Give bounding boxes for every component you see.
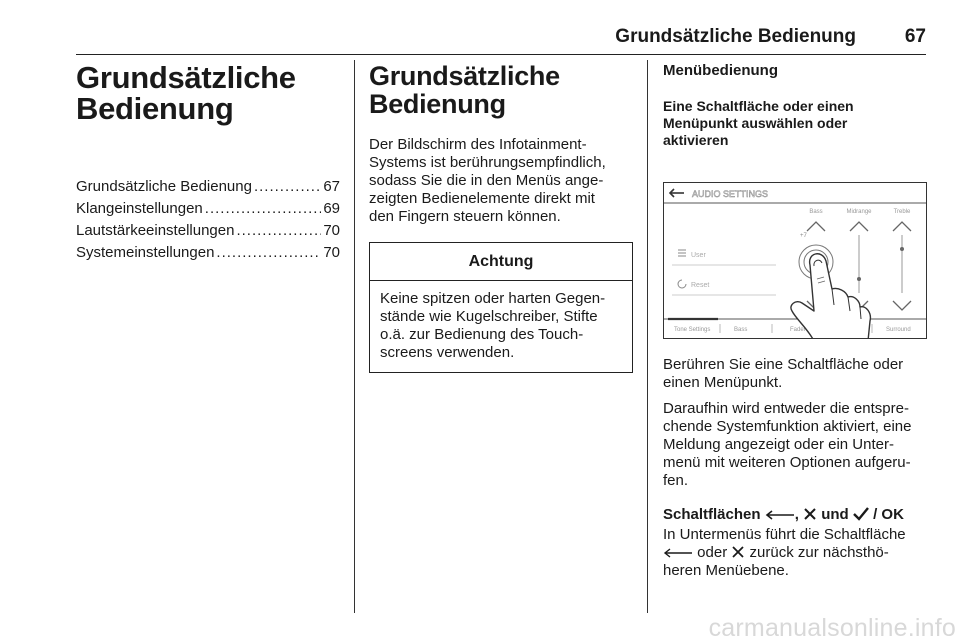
bass-value: +7 bbox=[800, 233, 807, 239]
column-menu-operation bbox=[663, 62, 927, 580]
menu-item-user[interactable] bbox=[678, 250, 706, 259]
treble-slider-knob[interactable] bbox=[900, 247, 904, 251]
tab-bass[interactable]: Bass bbox=[734, 327, 748, 333]
chapter-title-line1: Grundsätzliche bbox=[76, 60, 296, 95]
touchscreen-svg bbox=[664, 183, 926, 338]
close-icon bbox=[803, 507, 817, 521]
column-intro bbox=[369, 62, 633, 373]
tab-surround[interactable]: Surround bbox=[886, 327, 911, 333]
chapter-title bbox=[76, 62, 340, 124]
section-title: Grundsätzliche Bedienung bbox=[369, 61, 560, 119]
check-icon bbox=[853, 507, 869, 521]
caution-box bbox=[369, 242, 633, 373]
chapter-title-line2: Bedienung bbox=[76, 91, 234, 126]
hand-icon bbox=[791, 254, 870, 338]
midrange-up-chevron-icon[interactable] bbox=[850, 222, 868, 231]
intro-paragraph: Der Bildschirm des Infotainment- Systems ist berührungsempfindlich, sodass Sie die in den Menüs ange- zeigten Bedienelemente direkt mit den Fingern steuern können. bbox=[369, 136, 606, 225]
bass-up-chevron-icon[interactable] bbox=[807, 222, 825, 231]
close-icon bbox=[731, 545, 745, 559]
column-label-midrange: Midrange bbox=[846, 209, 872, 215]
buttons-heading: Schaltflächen , und / OK bbox=[663, 506, 904, 523]
touch-instruction: Berühren Sie eine Schaltfläche oder einen Menüpunkt. bbox=[663, 356, 904, 391]
column-divider-1 bbox=[354, 60, 355, 613]
tab-tone-settings[interactable]: Tone Settings bbox=[674, 327, 711, 333]
menu-item-reset[interactable] bbox=[678, 280, 709, 289]
caution-text: Keine spitzen oder harten Gegen- stände wie Kugelschreiber, Stifte o.ä. zur Bedienung des Touch- screens verwenden. bbox=[380, 290, 606, 361]
back-arrow-icon[interactable] bbox=[670, 189, 684, 197]
column-divider-2 bbox=[647, 60, 648, 613]
column-label-treble: Treble bbox=[893, 209, 911, 215]
buttons-explanation: In Untermenüs führt die Schaltfläche oder zurück zur nächsthö- heren Menüebene. bbox=[663, 526, 906, 579]
menu-item-user-label: User bbox=[691, 252, 706, 259]
subheading-select-button: Eine Schaltfläche oder einen Menüpunkt auswählen oder aktivieren bbox=[663, 98, 854, 148]
table-of-contents bbox=[76, 176, 340, 264]
column-toc bbox=[76, 62, 340, 264]
treble-down-chevron-icon[interactable] bbox=[893, 301, 911, 310]
midrange-slider-knob[interactable] bbox=[857, 277, 861, 281]
page-number: 67 bbox=[904, 26, 926, 47]
treble-up-chevron-icon[interactable] bbox=[893, 222, 911, 231]
toc-entry[interactable]: Lautstärkeeinstellungen ..... 70 bbox=[76, 220, 340, 242]
toc-entry[interactable]: Systemeinstellungen ..... 70 bbox=[76, 242, 340, 264]
screen-title: AUDIO SETTINGS bbox=[692, 189, 769, 199]
toc-entry[interactable]: Grundsätzliche Bedienung ..... 67 bbox=[76, 176, 340, 198]
watermark: carmanualsonline.info bbox=[708, 614, 956, 642]
toc-entry[interactable]: Klangeinstellungen ..... 69 bbox=[76, 198, 340, 220]
column-label-bass: Bass bbox=[809, 209, 823, 215]
back-arrow-icon bbox=[663, 547, 693, 559]
touchscreen-illustration bbox=[663, 182, 927, 339]
result-paragraph: Daraufhin wird entweder die entspre- chende Systemfunktion aktiviert, eine Meldung angezeigt oder ein Unter- menü mit weiteren Optionen aufgeru- fen. bbox=[663, 400, 912, 489]
back-arrow-icon bbox=[765, 509, 795, 521]
caution-title: Achtung bbox=[370, 243, 632, 281]
subheading-menu-operation: Menübedienung bbox=[663, 62, 778, 79]
header-rule bbox=[76, 54, 926, 55]
tab-fader[interactable]: Fader bbox=[790, 327, 806, 333]
menu-item-reset-label: Reset bbox=[691, 282, 710, 289]
page-header-title: Grundsätzliche Bedienung bbox=[615, 26, 856, 47]
